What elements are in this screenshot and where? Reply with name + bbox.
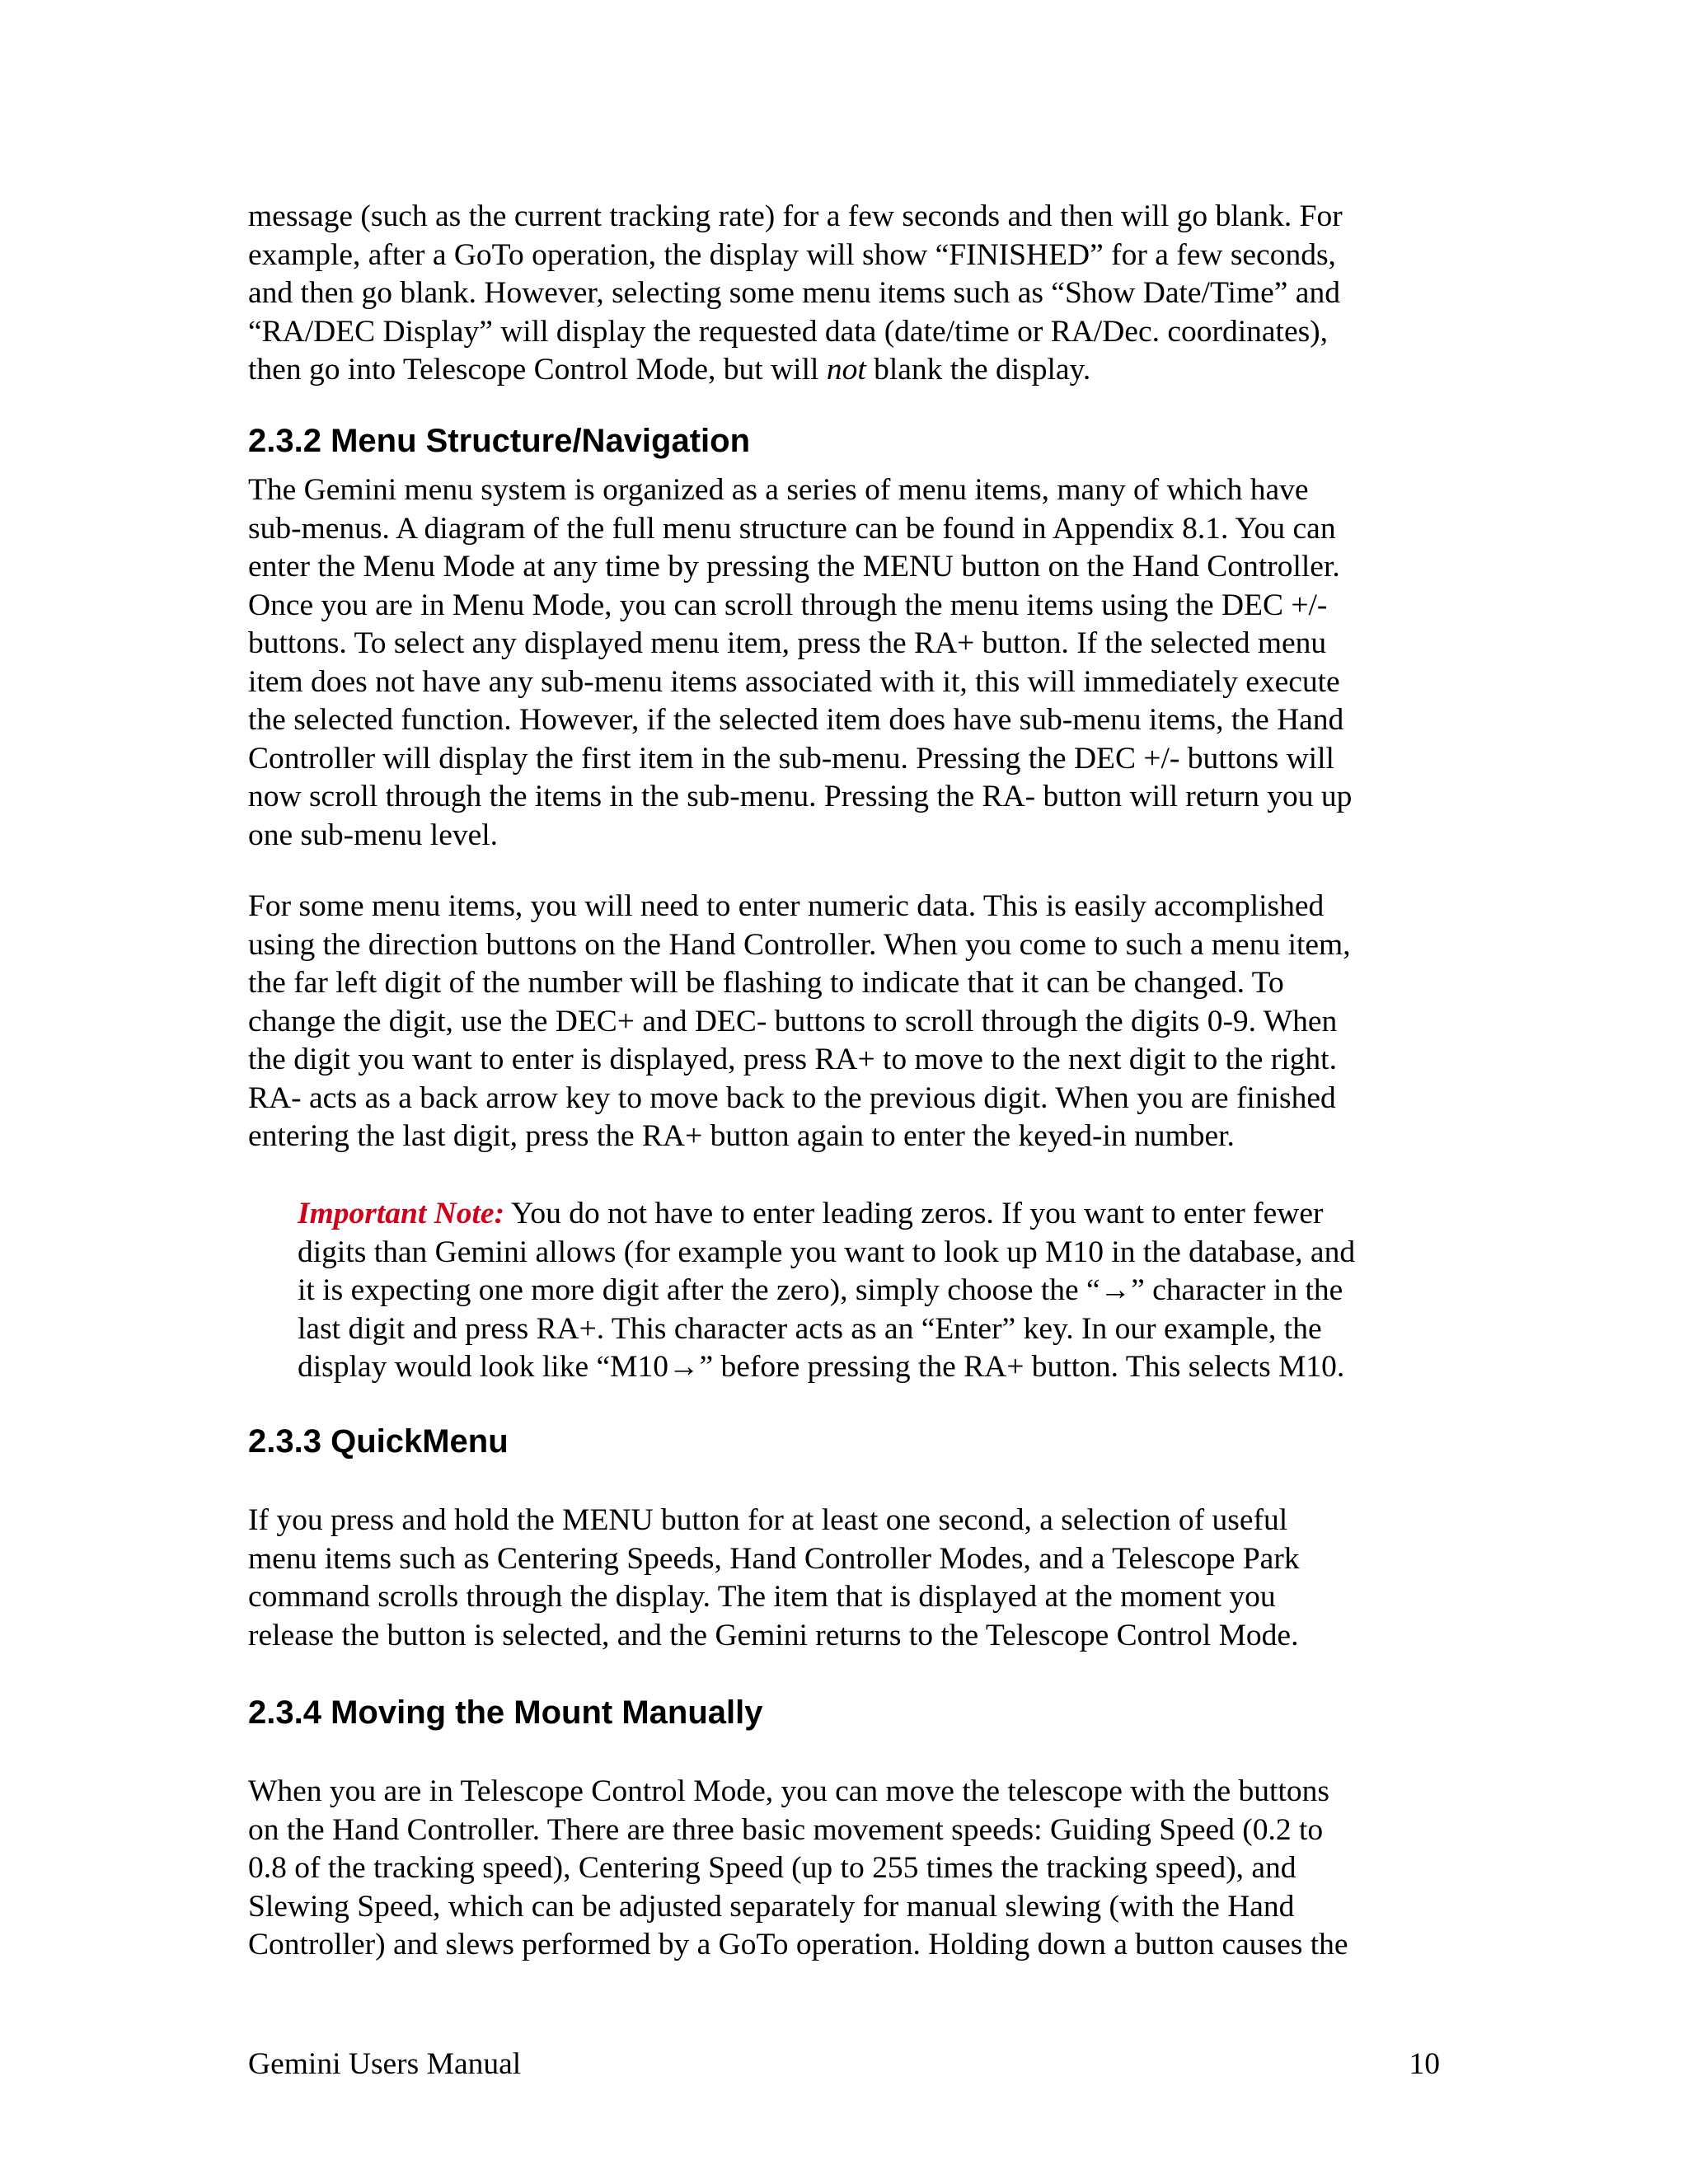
emphasis-text: not (826, 353, 866, 387)
important-note (298, 1195, 1355, 1387)
text-line: sub-menus. A diagram of the full menu structure can be found in Appendix 8.1. You can (248, 511, 1336, 546)
text-line: the digit you want to enter is displayed, press RA+ to move to the next digit to the right. (248, 1043, 1337, 1076)
text-line: Slewing Speed, which can be adjusted separately for manual slewing (with the Hand (248, 1889, 1295, 1924)
text-line: “RA/DEC Display” will display the requested data (date/time or RA/Dec. coordinates), (248, 314, 1329, 349)
menu-structure-paragraph (248, 471, 1352, 855)
text-line: menu items such as Centering Speeds, Hand Controller Modes, and a Telescope Park (248, 1541, 1300, 1576)
intro-paragraph (248, 198, 1343, 390)
text-run: You do not have to enter leading zeros. If you want to enter fewer (504, 1197, 1324, 1230)
text-line: last digit and press RA+. This character acts as an “Enter” key. In our example, the (298, 1311, 1322, 1346)
text-run: blank the display. (865, 353, 1091, 387)
text-line: digits than Gemini allows (for example you want to look up M10 in the database, and (298, 1235, 1356, 1269)
moving-mount-paragraph (248, 1773, 1348, 1965)
text-line: buttons. To select any displayed menu item, press the RA+ button. If the selected menu (248, 626, 1327, 660)
text-line: now scroll through the items in the sub-menu. Pressing the RA- button will return you up (248, 780, 1353, 813)
section-heading-2-3-4: 2.3.4 Moving the Mount Manually (248, 1694, 763, 1731)
text-line: on the Hand Controller. There are three basic movement speeds: Guiding Speed (0.2 to (248, 1812, 1324, 1847)
text-line: release the button is selected, and the Gemini returns to the Telescope Control Mode. (248, 1618, 1299, 1652)
text-line: The Gemini menu system is organized as a series of menu items, many of which have (248, 473, 1309, 507)
text-line: entering the last digit, press the RA+ button again to enter the keyed-in number. (248, 1119, 1235, 1153)
text-line: the far left digit of the number will be flashing to indicate that it can be changed. To (248, 966, 1284, 1000)
text-line: enter the Menu Mode at any time by pressing the MENU button on the Hand Controller. (248, 550, 1340, 583)
text-line: If you press and hold the MENU button for at least one second, a selection of useful (248, 1503, 1288, 1537)
text-line: Controller) and slews performed by a GoTo operation. Holding down a button causes the (248, 1928, 1348, 1961)
text-line: and then go blank. However, selecting some menu items such as “Show Date/Time” and (248, 276, 1340, 310)
text-line: When you are in Telescope Control Mode, you can move the telescope with the buttons (248, 1774, 1329, 1808)
text-line: 0.8 of the tracking speed), Centering Speed (up to 255 times the tracking speed), and (248, 1851, 1296, 1885)
text-line: using the direction buttons on the Hand Controller. When you come to such a menu item, (248, 927, 1351, 962)
text-line: display would look like “M10→” before pressing the RA+ button. This selects M10. (298, 1350, 1345, 1384)
text-line: RA- acts as a back arrow key to move back to the previous digit. When you are finished (248, 1080, 1336, 1115)
important-note-label: Important Note: (298, 1197, 505, 1230)
text-line: For some menu items, you will need to enter numeric data. This is easily accomplished (248, 889, 1325, 923)
text-line: one sub-menu level. (248, 818, 499, 852)
text-line: Controller will display the first item in the sub-menu. Pressing the DEC +/- buttons will (248, 741, 1334, 776)
text-run: then go into Telescope Control Mode, but will (248, 353, 827, 387)
section-heading-2-3-2: 2.3.2 Menu Structure/Navigation (248, 423, 751, 459)
text-line (298, 1195, 1355, 1234)
section-heading-2-3-3: 2.3.3 QuickMenu (248, 1423, 509, 1460)
footer-title: Gemini Users Manual (248, 2047, 522, 2081)
text-line: the selected function. However, if the selected item does have sub-menu items, the Hand (248, 703, 1344, 737)
quickmenu-paragraph (248, 1502, 1300, 1655)
page-number: 10 (1409, 2047, 1440, 2081)
text-line: example, after a GoTo operation, the display will show “FINISHED” for a few seconds, (248, 237, 1336, 272)
text-line (248, 351, 1343, 390)
text-line: command scrolls through the display. The item that is displayed at the moment you (248, 1580, 1276, 1614)
text-line: message (such as the current tracking rate) for a few seconds and then will go blank. For (248, 199, 1343, 233)
text-line: item does not have any sub-menu items associated with it, this will immediately execute (248, 664, 1340, 699)
text-line: it is expecting one more digit after the zero), simply choose the “→” character in the (298, 1273, 1343, 1307)
text-line: Once you are in Menu Mode, you can scroll through the menu items using the DEC +/- (248, 588, 1328, 622)
numeric-entry-paragraph (248, 888, 1351, 1156)
text-line: change the digit, use the DEC+ and DEC- buttons to scroll through the digits 0-9. When (248, 1004, 1338, 1038)
